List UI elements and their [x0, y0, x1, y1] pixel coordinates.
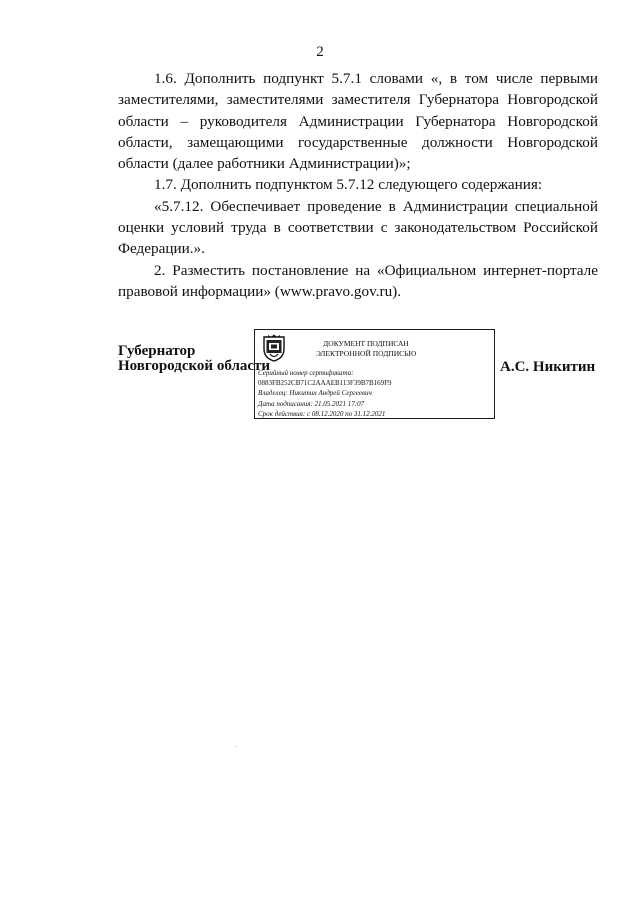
signer-title-line2: Новгородской области	[118, 358, 271, 374]
stamp-header-line2: ЭЛЕКТРОННОЙ ПОДПИСЬЮ	[315, 349, 417, 358]
paragraph-1-6: 1.6. Дополнить подпункт 5.7.1 словами «, в том числе первыми заместителями, заместителями заместителя Губернатора Новгородской области – руководителя Администрации Губернатора Новгородской области, замещающими государственные должности Новгородской области (далее работники Администрации)»;	[118, 70, 598, 173]
stamp-serial-label: Серийный номер сертификата:	[258, 369, 354, 377]
paragraph-5-7-12: «5.7.12. Обеспечивает проведение в Администрации специальной оценки условий труда в соответствии с законодательством Российской Федерации.».	[118, 197, 598, 258]
e-signature-stamp	[254, 329, 495, 419]
signer-title	[118, 344, 270, 374]
stamp-header-line1: ДОКУМЕНТ ПОДПИСАН	[323, 339, 409, 348]
coat-of-arms-icon	[262, 334, 286, 362]
scan-speck	[236, 746, 237, 747]
stamp-owner: Владелец: Никитин Андрей Сергеевич	[258, 389, 372, 398]
stamp-validity: Срок действия: с 08.12.2020 по 31.12.2021	[258, 409, 386, 418]
signer-name: А.С. Никитин	[500, 359, 596, 375]
stamp-serial-value: 0883FB252CB71C2AAAEB113F39B7B169F9	[258, 379, 392, 388]
document-body	[118, 68, 598, 302]
stamp-details	[258, 368, 392, 419]
paragraph-2: 2. Разместить постановление на «Официальном интернет-портале правовой информации» (www.pravo.gov.ru).	[118, 261, 598, 300]
signer-title-line1: Губернатор	[118, 343, 196, 359]
paragraph-1-7: 1.7. Дополнить подпунктом 5.7.12 следующего содержания:	[154, 176, 543, 194]
stamp-signed-date: Дата подписания: 21.05.2021 17:07	[258, 399, 365, 408]
stamp-header	[291, 339, 441, 359]
page-number: 2	[316, 44, 324, 60]
